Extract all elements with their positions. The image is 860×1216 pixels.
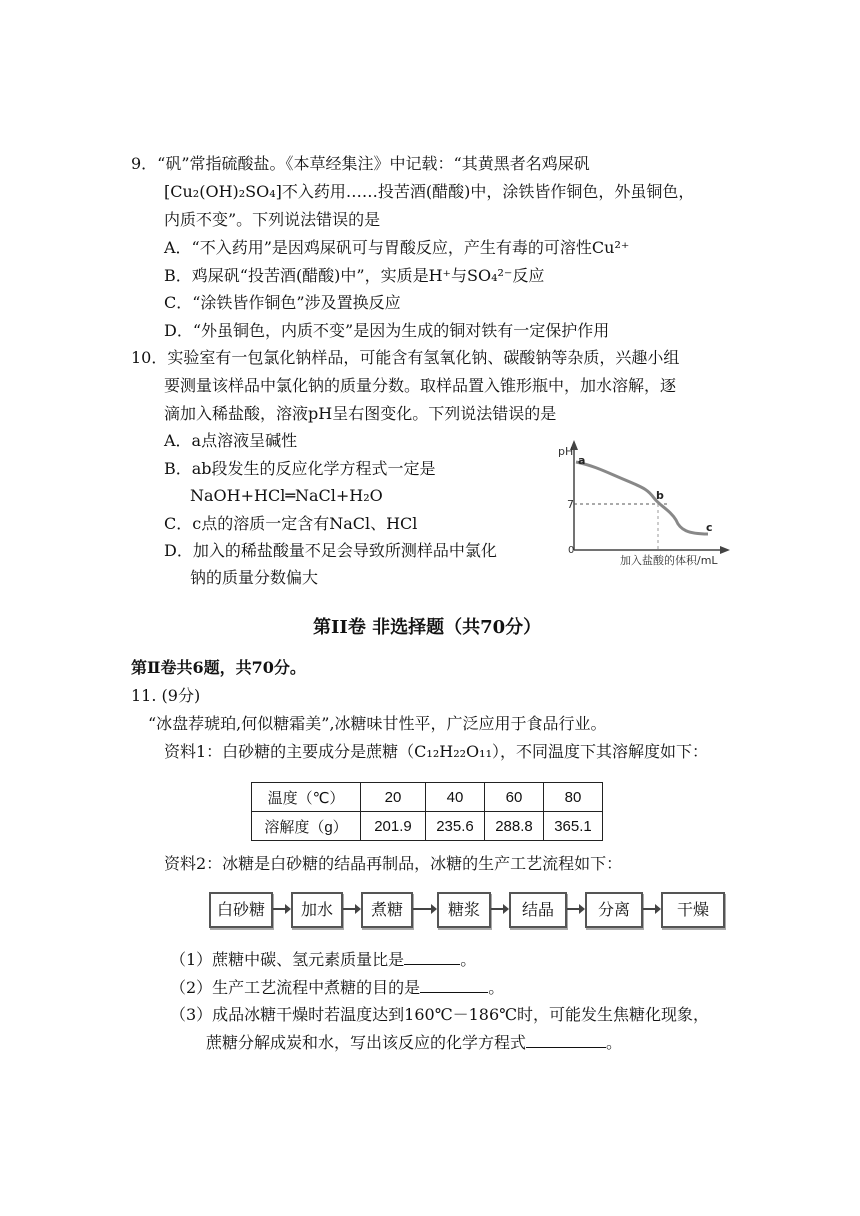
q9-option-b: B．鸡屎矾“投苦酒(醋酸)中”，实质是H⁺与SO₄²⁻反应 [164, 266, 545, 285]
q11-sub2-end: 。 [488, 978, 505, 997]
q9-option-d: D．“外虽铜色，内质不变”是因为生成的铜对铁有一定保护作用 [164, 321, 610, 340]
q11-sub3-text: 蔗糖分解成炭和水，写出该反应的化学方程式 [206, 1033, 527, 1052]
q9-option-c: C．“涂铁皆作铜色”涉及置换反应 [164, 293, 401, 312]
q10-option-a: A．a点溶液呈碱性 [164, 431, 298, 450]
q9-stem-line1: 9．“矾”常指硫酸盐。《本草经集注》中记载：“其黄黑者名鸡屎矾 [131, 154, 590, 173]
q11-info1: 资料1：白砂糖的主要成分是蔗糖（C₁₂H₂₂O₁₁），不同温度下其溶解度如下： [164, 742, 708, 761]
q10-stem-line2: 要测量该样品中氯化钠的质量分数。取样品置入锥形瓶中，加水溶解，逐 [164, 376, 677, 395]
table-cell: 288.8 [485, 812, 544, 841]
q11-sub3-line1: （3）成品冰糖干燥时若温度达到160℃－186℃时，可能发生焦糖化现象， [170, 1005, 710, 1024]
q9-option-a: A．“不入药用”是因鸡屎矾可与胃酸反应，产生有毒的可溶性Cu²⁺ [164, 238, 630, 257]
q11-head: 11. (9分) [131, 686, 201, 705]
point-b-label: b [656, 489, 664, 502]
q10-option-b: B．ab段发生的反应化学方程式一定是 [164, 459, 436, 478]
origin-label: 0 [568, 545, 575, 556]
table-row [252, 812, 603, 841]
section2-title: 第II卷 非选择题（共70分） [313, 617, 542, 638]
q11-sub1 [170, 949, 476, 971]
flow-step: 加水 [291, 892, 343, 928]
point-c-label: c [706, 521, 713, 534]
q10-stem-line3: 滴加入稀盐酸，溶液pH呈右图变化。下列说法错误的是 [164, 404, 557, 423]
q10-option-b-equation: NaOH+HCl═NaCl+H₂O [190, 486, 383, 505]
q10-option-d: D．加入的稀盐酸量不足会导致所测样品中氯化 [164, 541, 497, 560]
section2-subtitle: 第Ⅱ卷共6题，共70分。 [131, 658, 306, 677]
flow-step: 白砂糖 [209, 892, 273, 928]
flow-arrow [273, 908, 287, 910]
x-axis-label: 加入盐酸的体积/mL [620, 554, 718, 567]
q11-intro: “冰盘荐琥珀,何似糖霜美”,冰糖味甘性平，广泛应用于食品行业。 [148, 714, 607, 733]
table-cell: 20 [361, 783, 426, 812]
table-cell: 60 [485, 783, 544, 812]
table-cell: 365.1 [544, 812, 603, 841]
y-axis-label: pH [558, 445, 574, 458]
answer-blank[interactable] [420, 978, 488, 993]
table-cell: 40 [426, 783, 485, 812]
q11-info2: 资料2：冰糖是白砂糖的结晶再制品，冰糖的生产工艺流程如下： [164, 854, 623, 873]
q11-sub1-text: （1）蔗糖中碳、氢元素质量比是 [170, 950, 405, 969]
flow-step: 干燥 [661, 892, 725, 928]
q10-option-d-cont: 钠的质量分数偏大 [190, 568, 319, 587]
q9-stem-line2: [Cu₂(OH)₂SO₄]不入药用……投苦酒(醋酸)中，涂铁皆作铜色，外虽铜色， [164, 182, 695, 201]
q11-sub1-end: 。 [460, 950, 477, 969]
table-cell: 201.9 [361, 812, 426, 841]
flow-arrow [491, 908, 505, 910]
table-row [252, 783, 603, 812]
flow-arrow [413, 908, 433, 910]
q11-sub3-line2 [206, 1032, 622, 1054]
flow-step: 结晶 [509, 892, 567, 928]
q11-sub3-end: 。 [606, 1033, 623, 1052]
answer-blank[interactable] [404, 950, 460, 965]
flow-arrow [567, 908, 581, 910]
ph-chart [548, 436, 738, 576]
table-cell: 80 [544, 783, 603, 812]
flow-step: 煮糖 [361, 892, 413, 928]
solubility-table [251, 782, 603, 841]
q10-option-c: C．c点的溶质一定含有NaCl、HCl [164, 514, 418, 533]
flow-step: 糖浆 [437, 892, 491, 928]
flow-arrow [343, 908, 357, 910]
y-tick-7: 7 [567, 498, 574, 511]
flow-arrow [643, 908, 657, 910]
flow-step: 分离 [585, 892, 643, 928]
q11-sub2 [170, 977, 504, 999]
q11-sub2-text: （2）生产工艺流程中煮糖的目的是 [170, 978, 421, 997]
point-a-label: a [578, 454, 586, 467]
q9-stem-line3: 内质不变”。下列说法错误的是 [164, 210, 381, 229]
q10-stem-line1: 10．实验室有一包氯化钠样品，可能含有氢氧化钠、碳酸钠等杂质，兴趣小组 [131, 348, 680, 367]
answer-blank[interactable] [526, 1033, 606, 1048]
table-header-solubility: 溶解度（g） [252, 812, 361, 841]
table-cell: 235.6 [426, 812, 485, 841]
table-header-temp: 温度（℃） [252, 783, 361, 812]
